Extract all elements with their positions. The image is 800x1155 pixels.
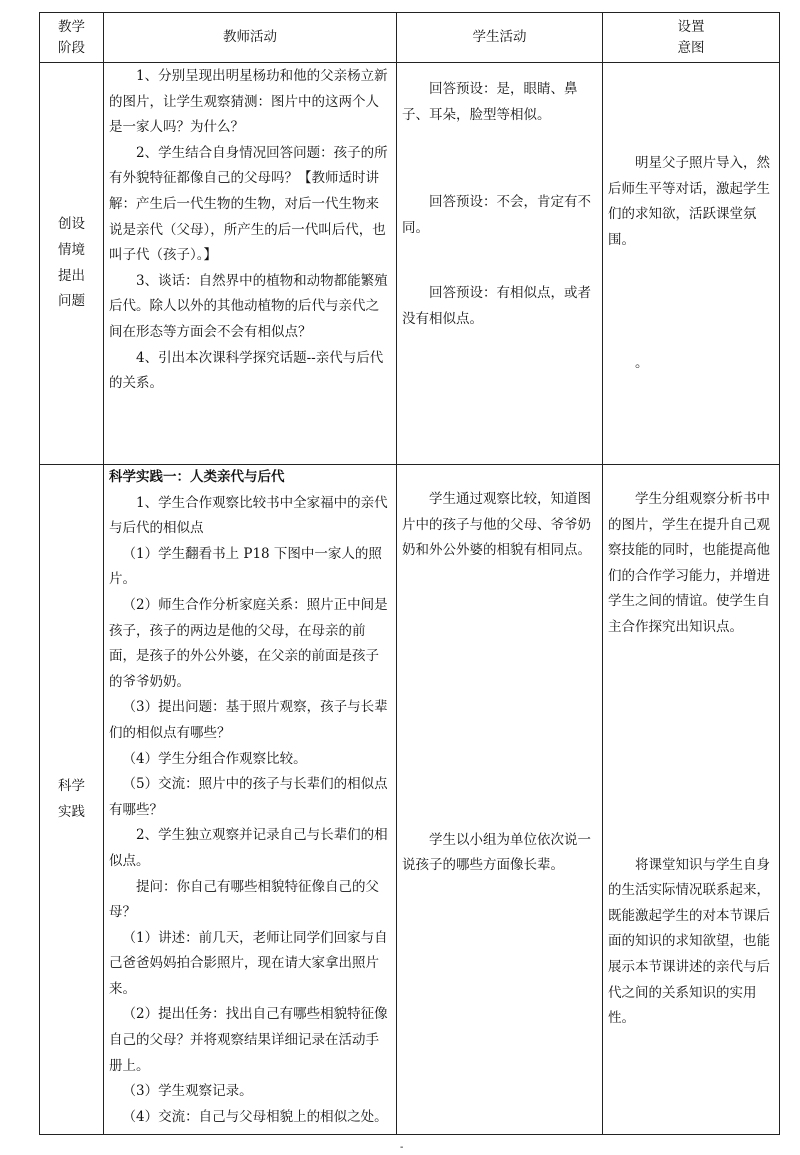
teacher-step: 1、学生合作观察比较书中全家福中的亲代与后代的相似点	[109, 494, 388, 537]
teacher-step: （2）提出任务：找出自己有哪些相貌特征像自己的父母？并将观察结果详细记录在活动手册上。	[109, 1006, 388, 1074]
design-intent-cell	[603, 63, 780, 465]
student-activity-cell	[397, 63, 603, 465]
student-answer: 学生以小组为单位依次说一说孩子的哪些方面像长辈。	[402, 831, 591, 874]
teacher-step: 4、引出本次课科学探究话题--亲代与后代的关系。	[109, 349, 384, 392]
teacher-step: 提问：你自己有哪些相貌特征像自己的父母？	[109, 878, 379, 921]
intent-text: 。	[635, 355, 649, 372]
student-answer: 回答预设：有相似点，或者没有相似点。	[402, 285, 591, 327]
header-teacher-activity: 教师活动	[104, 13, 397, 63]
row-create-situation	[40, 63, 780, 465]
header-student-activity: 学生活动	[397, 13, 603, 63]
intent-text: 学生分组观察分析书中的图片，学生在提升自己观察技能的同时，也能提高他们的合作学习能力，并增进学生之间的情谊。使学生自主合作探究出知识点。	[608, 491, 770, 635]
teacher-activity-cell	[104, 465, 397, 1135]
teacher-step: 3、谈话：自然界中的植物和动物都能繁殖后代。除人以外的其他动植物的后代与亲代之间在形态等方面会不会有相似点？	[109, 272, 388, 340]
intent-text: 将课堂知识与学生自身的生活实际情况联系起来，既能激起学生的对本节课后面的知识的求知欲望，也能展示本节课讲述的亲代与后代之间的关系知识的实用性。	[608, 856, 770, 1027]
lesson-plan-table	[39, 12, 780, 1135]
header-design-intent: 设置 意图	[603, 13, 780, 63]
student-answer: 回答预设：不会，肯定有不同。	[402, 194, 591, 236]
teacher-step: （1）学生翻看书上 P18 下图中一家人的照片。	[109, 545, 382, 588]
teacher-step: （4）学生分组合作观察比较。	[122, 750, 307, 767]
teacher-activity-cell	[104, 63, 397, 465]
header-stage: 教学 阶段	[40, 13, 104, 63]
student-answer: 回答预设：是，眼睛、鼻子、耳朵，脸型等相似。	[402, 81, 578, 123]
page-mark: -	[400, 1142, 404, 1153]
stage-cell: 创设 情境 提出 问题	[40, 63, 104, 465]
teacher-step: （2）师生合作分析家庭关系：照片正中间是孩子，孩子的两边是他的父母，在母亲的前面，是孩子的外公外婆，在父亲的前面是孩子的爷爷奶奶。	[109, 596, 388, 690]
teacher-step: 2、学生独立观察并记录自己与长辈们的相似点。	[109, 827, 388, 869]
teacher-step: 2、学生结合自身情况回答问题：孩子的所有外貌特征都像自己的父母吗？【教师适时讲解：产生后一代生物的生物，对后一代生物来说是亲代（父母），所产生的后一代叫后代，也叫子代（孩子）。】	[109, 144, 388, 264]
teacher-step: （1）讲述：前几天，老师让同学们回家与自己爸爸妈妈拍合影照片，现在请大家拿出照片来。	[109, 929, 388, 997]
header-row	[40, 13, 780, 63]
row-science-practice	[40, 465, 780, 1135]
design-intent-cell	[603, 465, 780, 1135]
intent-text: 明星父子照片导入，然后师生平等对话，激起学生们的求知欲，活跃课堂氛围。	[608, 155, 770, 248]
teacher-step: （3）提出问题：基于照片观察，孩子与长辈们的相似点有哪些？	[109, 699, 388, 741]
student-activity-cell	[397, 465, 603, 1135]
teacher-step: （4）交流：自己与父母相貌上的相似之处。	[122, 1108, 388, 1125]
student-answer: 学生通过观察比较，知道图片中的孩子与他的父母、爷爷奶奶和外公外婆的相貌有相同点。	[402, 491, 591, 559]
teacher-step: （5）交流：照片中的孩子与长辈们的相似点有哪些？	[109, 776, 388, 818]
practice-title: 科学实践一：人类亲代与后代	[109, 469, 285, 485]
teacher-step: 1、分别呈现出明星杨玏和他的父亲杨立新的图片，让学生观察猜测：图片中的这两个人是一家人吗？为什么？	[109, 68, 388, 136]
teacher-step: （3）学生观察记录。	[122, 1083, 253, 1100]
stage-cell: 科学 实践	[40, 465, 104, 1135]
